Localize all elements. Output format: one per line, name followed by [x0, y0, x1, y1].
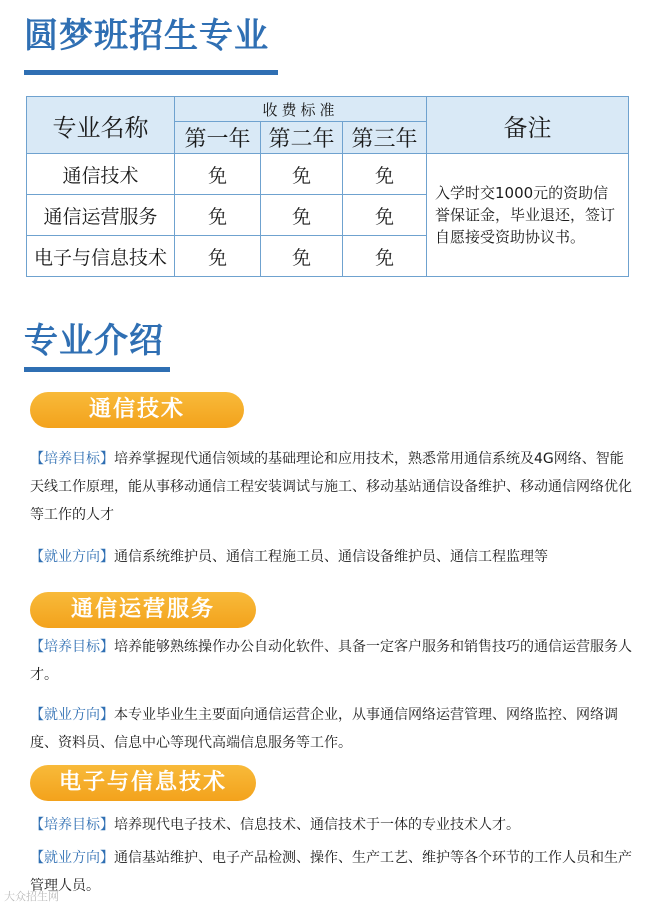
major-badge-communication-tech: 通信技术 [30, 392, 244, 428]
job-text: 通信基站维护、电子产品检测、操作、生产工艺、维护等各个环节的工作人员和生产管理人员。 [30, 850, 632, 894]
header-year-2: 第二年 [261, 122, 343, 154]
goal-text: 培养现代电子技术、信息技术、通信技术于一体的专业技术人才。 [114, 817, 520, 833]
header-major-name: 专业名称 [27, 97, 175, 154]
row-fee-year-2: 免 [261, 195, 343, 236]
section-title-enrollment: 圆梦班招生专业 [24, 16, 269, 56]
row-major-name: 通信运营服务 [27, 195, 175, 236]
row-fee-year-1: 免 [175, 154, 261, 195]
row-fee-year-3: 免 [343, 236, 427, 277]
header-note: 备注 [427, 97, 629, 154]
major-badge-operation-service: 通信运营服务 [30, 592, 256, 628]
career-direction-paragraph [30, 543, 634, 571]
job-tag: 【就业方向】 [30, 707, 114, 723]
row-major-name: 电子与信息技术 [27, 236, 175, 277]
job-tag: 【就业方向】 [30, 850, 114, 866]
row-fee-year-1: 免 [175, 195, 261, 236]
training-goal-paragraph [30, 811, 634, 839]
header-year-3: 第三年 [343, 122, 427, 154]
goal-tag: 【培养目标】 [30, 817, 114, 833]
note-cell: 入学时交1000元的资助信誉保证金，毕业退还，签订自愿接受资助协议书。 [427, 154, 629, 277]
header-fee-standard: 收费标准 [175, 97, 427, 122]
career-direction-paragraph [30, 844, 634, 900]
watermark: 大众招生网 [4, 890, 59, 903]
career-direction-paragraph [30, 701, 634, 757]
training-goal-paragraph [30, 445, 634, 529]
title-underline [24, 70, 278, 75]
goal-text: 培养掌握现代通信领域的基础理论和应用技术，熟悉常用通信系统及4G网络、智能天线工作原理，能从事移动通信工程安装调试与施工、移动基站通信设备维护、移动通信网络优化等工作的人才 [30, 451, 632, 523]
header-year-1: 第一年 [175, 122, 261, 154]
table-row [27, 154, 629, 195]
row-fee-year-2: 免 [261, 236, 343, 277]
job-text: 本专业毕业生主要面向通信运营企业，从事通信网络运营管理、网络监控、网络调度、资料员、信息中心等现代高端信息服务等工作。 [30, 707, 618, 751]
job-text: 通信系统维护员、通信工程施工员、通信设备维护员、通信工程监理等 [114, 549, 548, 565]
title-underline [24, 367, 170, 372]
goal-tag: 【培养目标】 [30, 451, 114, 467]
row-fee-year-3: 免 [343, 195, 427, 236]
row-fee-year-3: 免 [343, 154, 427, 195]
section-title-major-intro: 专业介绍 [24, 321, 164, 361]
fee-table [26, 96, 629, 277]
row-fee-year-2: 免 [261, 154, 343, 195]
training-goal-paragraph [30, 633, 634, 689]
row-major-name: 通信技术 [27, 154, 175, 195]
job-tag: 【就业方向】 [30, 549, 114, 565]
row-fee-year-1: 免 [175, 236, 261, 277]
goal-tag: 【培养目标】 [30, 639, 114, 655]
goal-text: 培养能够熟练操作办公自动化软件、具备一定客户服务和销售技巧的通信运营服务人才。 [30, 639, 632, 683]
major-badge-electronic-info: 电子与信息技术 [30, 765, 256, 801]
